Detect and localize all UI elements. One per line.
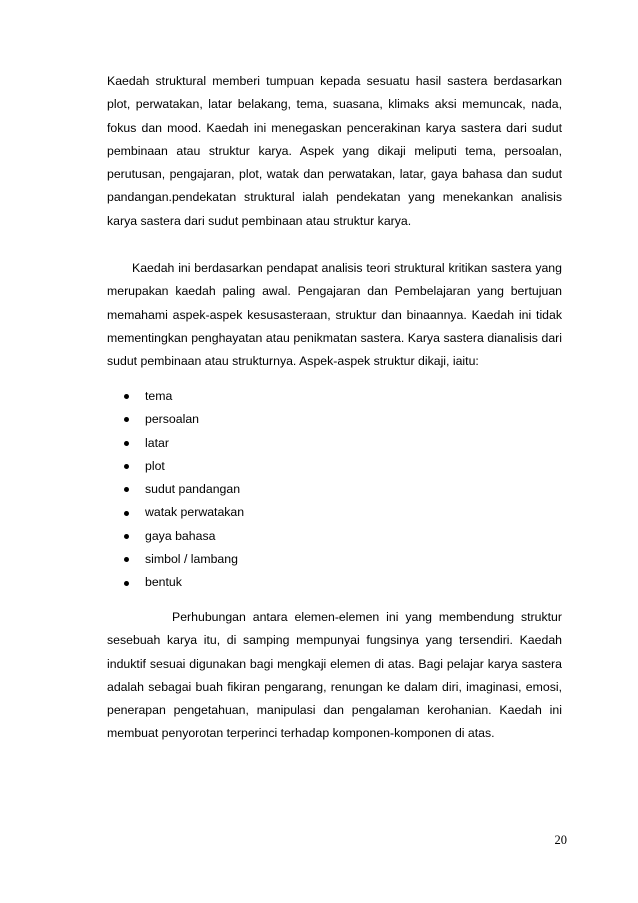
- list-item-label: latar: [145, 435, 169, 450]
- bullet-icon: [124, 511, 129, 516]
- list-item-label: plot: [145, 458, 165, 473]
- list-item-label: gaya bahasa: [145, 528, 216, 543]
- paragraph-perhubungan: Perhubungan antara elemen-elemen ini yang membendung struktur sesebuah karya itu, di samping mempunyai fungsinya yang tersendiri. Kaedah induktif sesuai digunakan bagi mengkaji elemen di atas. Bagi pelajar karya sastera adalah sebagai buah fikiran pengarang, renungan ke dalam diri, imaginasi, emosi, penerapan pengetahuan, manipulasi dan pengalaman kerohanian. Kaedah ini membuat penyorotan terperinci terhadap komponen-komponen di atas.: [107, 610, 562, 741]
- paragraph-struktural-intro: Kaedah struktural memberi tumpuan kepada sesuatu hasil sastera berdasarkan plot, perwatakan, latar belakang, tema, suasana, klimaks aksi memuncak, nada, fokus dan mood. Kaedah ini menegaskan pencerakinan karya sastera dari sudut pembinaan atau struktur karya. Aspek yang dikaji meliputi tema, persoalan, perutusan, pengajaran, plot, watak dan perwatakan, latar, gaya bahasa dan sudut pandangan.pendekatan struktural ialah pendekatan yang menekankan analisis karya sastera dari sudut pembinaan atau struktur karya.: [107, 74, 562, 228]
- paragraph-kaedah-analisis: Kaedah ini berdasarkan pendapat analisis teori struktural kritikan sastera yang merupakan kaedah paling awal. Pengajaran dan Pembelajaran yang bertujuan memahami aspek-aspek kesusasteraan, struktur dan binaannya. Kaedah ini tidak mementingkan penghayatan atau penikmatan sastera. Karya sastera dianalisis dari sudut pembinaan atau strukturnya. Aspek-aspek struktur dikaji, iaitu:: [107, 261, 562, 369]
- list-item: [120, 501, 244, 524]
- bullet-icon: [124, 581, 129, 586]
- list-item: [120, 432, 244, 455]
- bullet-icon: [124, 394, 129, 399]
- list-item-label: watak perwatakan: [145, 505, 245, 520]
- bullet-icon: [124, 487, 129, 492]
- list-item: [120, 525, 244, 548]
- bullet-icon: [124, 534, 129, 539]
- list-item: [120, 408, 244, 431]
- page-number: 20: [554, 833, 567, 847]
- list-item: [120, 385, 244, 408]
- bullet-icon: [124, 557, 129, 562]
- list-item: [120, 571, 244, 594]
- bullet-icon: [124, 464, 129, 469]
- list-item: [120, 548, 244, 571]
- bullet-icon: [124, 441, 129, 446]
- list-item: [120, 455, 244, 478]
- list-item-label: bentuk: [145, 575, 182, 590]
- list-item-label: simbol / lambang: [145, 552, 238, 567]
- list-item-label: tema: [145, 389, 173, 403]
- aspect-list: [120, 385, 244, 595]
- bullet-icon: [124, 417, 129, 422]
- list-item: [120, 478, 244, 501]
- list-item-label: sudut pandangan: [145, 482, 241, 497]
- list-item-label: persoalan: [145, 412, 200, 427]
